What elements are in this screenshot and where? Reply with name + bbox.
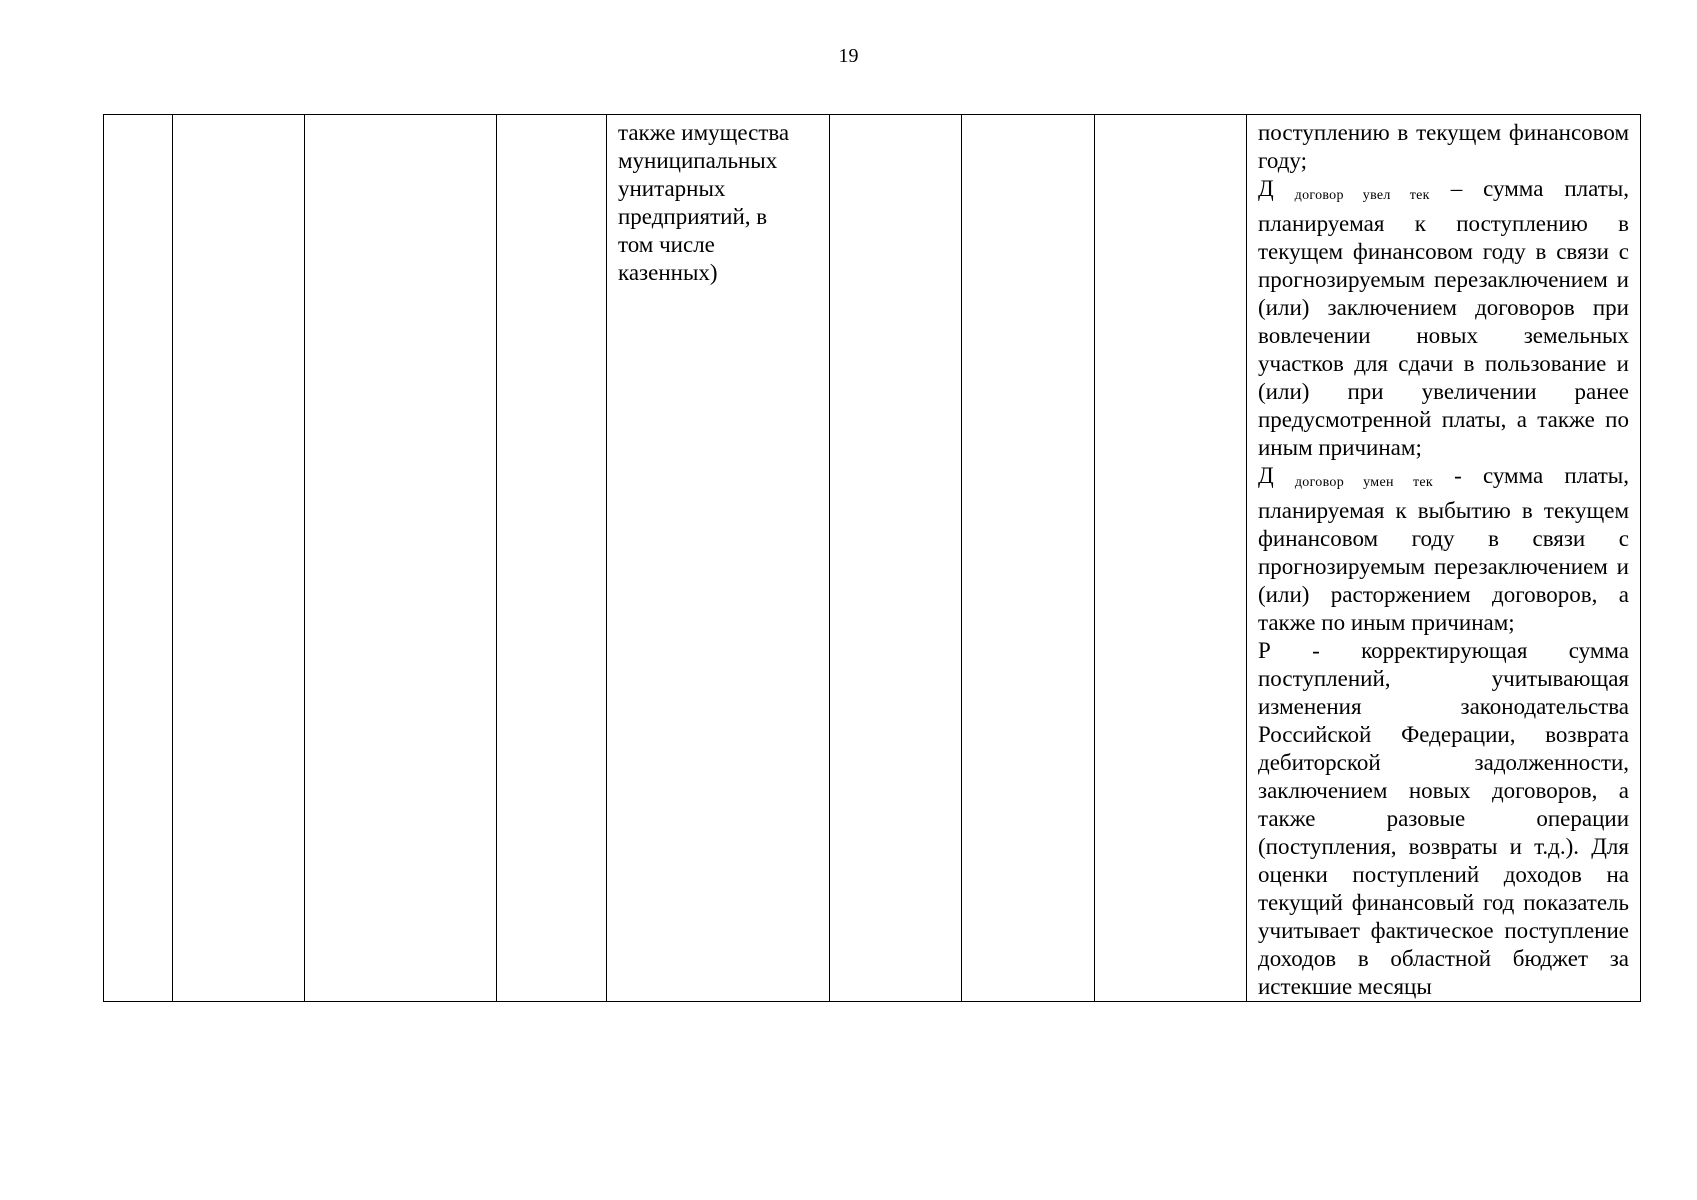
variable-d: Д: [1258, 463, 1274, 488]
col5-text: также имущества муниципальных унитарных предприятий, в том числе казенных): [618, 120, 790, 285]
col9-paragraph-2-text: – сумма платы, планируемая к поступлению в текущем финансовом году в связи с прогнозируемым перезаключением и (или) заключением договоров при вовлечении новых земельных участков для сдачи в пользование и (или) при увеличении ранее предусмотренной платы, а также по иным причинам;: [1258, 176, 1630, 460]
table-cell-col9: [1247, 115, 1641, 1002]
table-cell-col4: [497, 115, 607, 1002]
table-cell-col7: [962, 115, 1095, 1002]
col9-paragraph-3-text: - сумма платы, планируемая к выбытию в текущем финансовом году в связи с прогнозируемым перезаключением и (или) расторжением договоров, а также по иным причинам;: [1258, 463, 1630, 635]
col9-paragraph-3: [1258, 462, 1629, 637]
col9-paragraph-1: поступлению в текущем финансовом году;: [1258, 120, 1629, 173]
table-cell-col1: [104, 115, 173, 1002]
col9-paragraph-2: [1258, 175, 1629, 462]
data-table: [103, 114, 1641, 1002]
table-cell-col3: [305, 115, 497, 1002]
table-cell-col6: [830, 115, 962, 1002]
table-cell-col5: [607, 115, 830, 1002]
table-row: [104, 115, 1641, 1002]
col9-paragraph-4: Р - корректирующая сумма поступлений, учитывающая изменения законодательства Российской Федерации, возврата дебиторской задолженности, заключением новых договоров, а также разовые операции (поступления, возвраты и т.д.). Для оценки поступлений доходов на текущий финансовый год показатель учитывает фактическое поступление доходов в областной бюджет за истекшие месяцы: [1258, 638, 1629, 999]
variable-subscript: договор умен тек: [1294, 475, 1433, 490]
table-cell-col8: [1095, 115, 1247, 1002]
page-number: 19: [838, 45, 859, 67]
variable-d: Д: [1258, 176, 1274, 201]
table-cell-col2: [173, 115, 305, 1002]
variable-subscript: договор увел тек: [1294, 188, 1430, 203]
